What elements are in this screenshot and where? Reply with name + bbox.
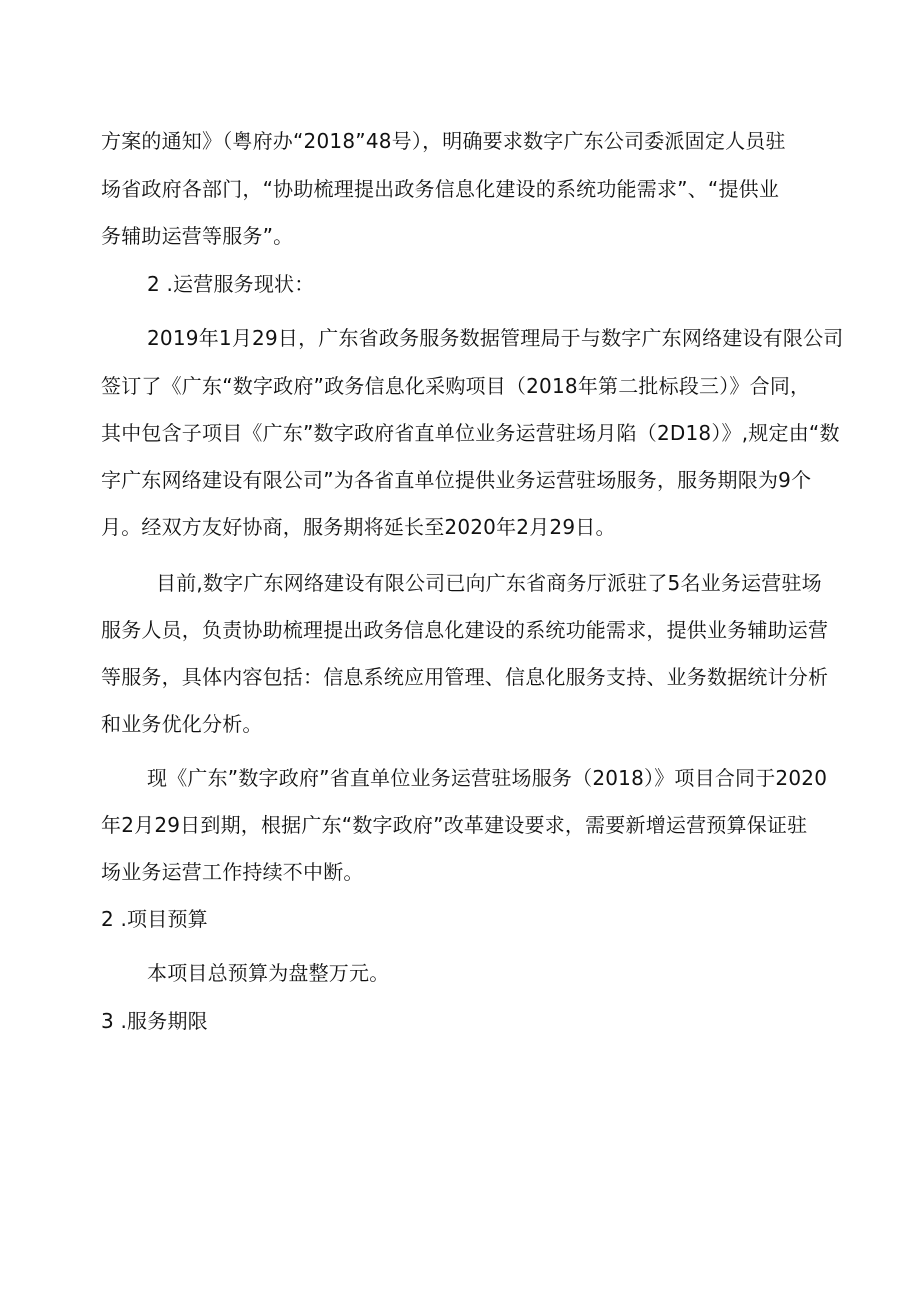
paragraph-current-line-1: 目前,数字广东网络建设有限公司已向广东省商务厅派驻了5名业务运营驻场	[156, 571, 822, 595]
paragraph-current-line-3: 等服务，具体内容包括：信息系统应用管理、信息化服务支持、业务数据统计分析	[101, 665, 829, 689]
paragraph-current-line-4: 和业务优化分析。	[101, 712, 263, 736]
paragraph-current-line-2: 服务人员，负责协助梳理提出政务信息化建设的系统功能需求，提供业务辅助运营	[101, 618, 829, 642]
paragraph-expiry-line-3: 场业务运营工作持续不中断。	[101, 860, 364, 884]
paragraph-notice-line-1: 方案的通知》（粤府办“2018”48号），明确要求数字广东公司委派固定人员驻	[101, 129, 786, 153]
paragraph-notice-line-3: 务辅助运营等服务”。	[101, 224, 294, 248]
paragraph-contract-line-5: 月。经双方友好协商，服务期将延长至2020年2月29日。	[101, 515, 616, 539]
paragraph-expiry-line-1: 现《广东”数字政府”省直单位业务运营驻场服务（2018）》项目合同于2020	[147, 766, 828, 790]
section-heading-service-period: 3 .服务期限	[101, 1009, 208, 1033]
paragraph-notice-line-2: 场省政府各部门，“协助梳理提出政务信息化建设的系统功能需求”、“提供业	[101, 177, 780, 201]
section-heading-operation-status: 2 .运营服务现状：	[147, 272, 315, 296]
paragraph-contract-line-3: 其中包含子项目《广东”数字政府省直单位业务运营驻场月陷（2D18）》,规定由“数	[101, 421, 840, 445]
paragraph-contract-line-2: 签订了《广东“数字政府”政务信息化采购项目（2018年第二批标段三）》合同，	[101, 374, 811, 398]
paragraph-expiry-line-2: 年2月29日到期，根据广东“数字政府”改革建设要求，需要新增运营预算保证驻	[101, 813, 808, 837]
section-heading-project-budget: 2 .项目预算	[101, 907, 208, 931]
paragraph-budget-line-1: 本项目总预算为盘整万元。	[147, 961, 390, 985]
paragraph-contract-line-4: 字广东网络建设有限公司”为各省直单位提供业务运营驻场服务，服务期限为9个	[101, 468, 812, 492]
paragraph-contract-line-1: 2019年1月29日，广东省政务服务数据管理局于与数字广东网络建设有限公司	[147, 326, 844, 350]
